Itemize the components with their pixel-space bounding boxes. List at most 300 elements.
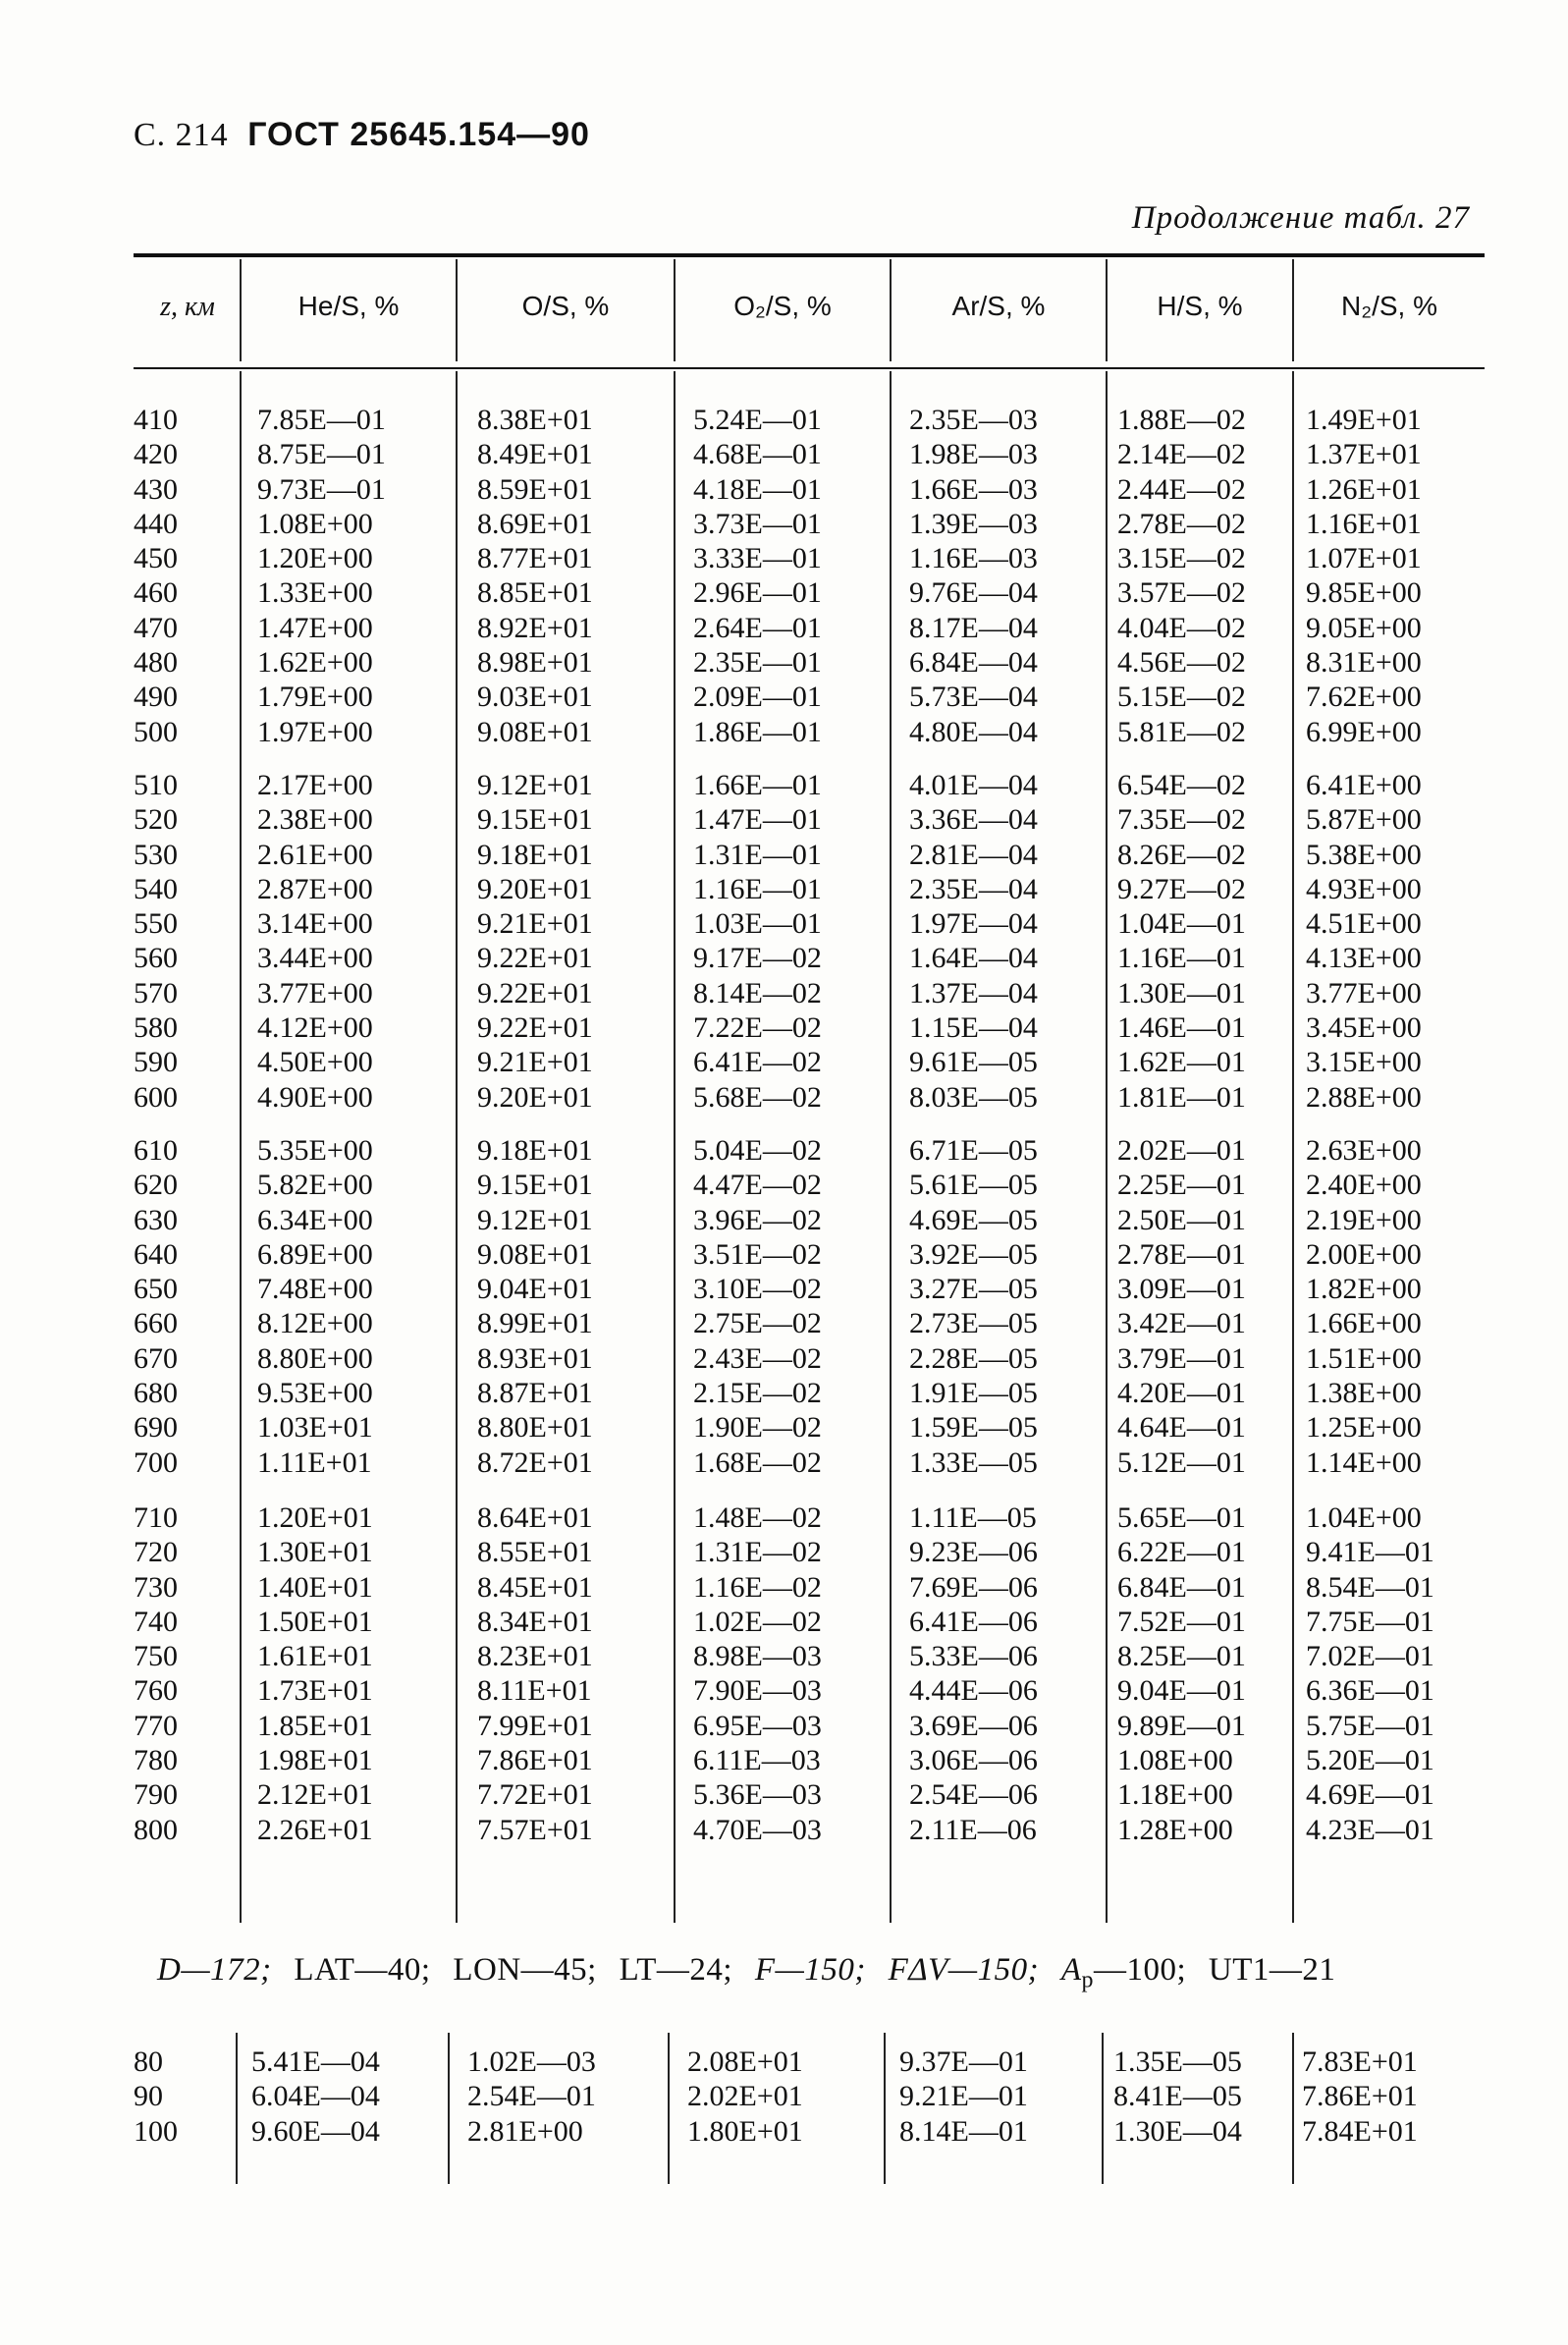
altitude-cell: 630	[134, 1203, 178, 1236]
value-cell: 3.14E+00	[257, 907, 373, 941]
altitude-cell: 490	[134, 681, 178, 714]
column-o2	[693, 1500, 822, 1847]
altitude-cell: 550	[134, 907, 178, 941]
value-cell: 5.24E—01	[693, 404, 822, 436]
param-f: F—150;	[754, 1952, 866, 1988]
value-cell: 1.61E+01	[257, 1640, 373, 1673]
param-ut: UT1—21	[1208, 1952, 1336, 1988]
value-cell: 7.75E—01	[1306, 1605, 1434, 1638]
value-cell: 1.97E—04	[909, 907, 1038, 941]
page-header	[134, 116, 590, 154]
value-cell: 9.89E—01	[1117, 1709, 1246, 1742]
value-cell: 1.18E+00	[1117, 1778, 1233, 1812]
value-cell: 9.21E—01	[899, 2080, 1028, 2113]
value-cell: 9.08E+01	[477, 715, 593, 748]
header-divider	[240, 259, 242, 361]
altitude-cell: 680	[134, 1377, 178, 1410]
value-cell: 2.78E—02	[1117, 507, 1246, 540]
value-cell: 1.33E—05	[909, 1445, 1038, 1479]
column-ar	[909, 768, 1038, 1115]
altitude-cell: 430	[134, 472, 178, 506]
value-cell: 1.46E—01	[1117, 1011, 1246, 1045]
altitude-cell: 770	[134, 1709, 178, 1742]
value-cell: 7.69E—06	[909, 1570, 1038, 1604]
value-cell: 1.82E+00	[1306, 1273, 1422, 1306]
value-cell: 2.81E—04	[909, 838, 1038, 871]
column-o	[477, 1500, 593, 1847]
value-cell: 6.95E—03	[693, 1709, 822, 1742]
value-cell: 1.16E—02	[693, 1570, 822, 1604]
value-cell: 2.87E+00	[257, 872, 373, 905]
value-cell: 1.25E+00	[1306, 1411, 1422, 1445]
value-cell: 8.98E—03	[693, 1640, 822, 1673]
value-cell: 2.14E—02	[1117, 438, 1246, 471]
value-cell: 1.28E+00	[1117, 1813, 1233, 1846]
value-cell: 2.61E+00	[257, 838, 373, 871]
value-cell: 1.16E—01	[693, 872, 822, 905]
value-cell: 5.04E—02	[693, 1134, 822, 1167]
value-cell: 8.14E—02	[693, 976, 822, 1009]
value-cell: 1.03E—01	[693, 907, 822, 941]
altitude-cell: 440	[134, 507, 178, 540]
value-cell: 3.33E—01	[693, 542, 822, 575]
column-o2	[693, 403, 822, 749]
param-lat: LAT—40;	[294, 1952, 431, 1988]
value-cell: 9.61E—05	[909, 1046, 1038, 1079]
value-cell: 6.41E+00	[1306, 769, 1422, 801]
value-cell: 5.12E—01	[1117, 1445, 1246, 1479]
altitude-cell: 670	[134, 1341, 178, 1375]
value-cell: 4.13E+00	[1306, 942, 1422, 975]
value-cell: 1.31E—02	[693, 1536, 822, 1569]
value-cell: 2.09E—01	[693, 681, 822, 714]
column-n2	[1306, 768, 1422, 1115]
value-cell: 9.03E+01	[477, 681, 593, 714]
value-cell: 8.54E—01	[1306, 1570, 1434, 1604]
value-cell: 6.22E—01	[1117, 1536, 1246, 1569]
altitude-cell: 790	[134, 1778, 178, 1812]
value-cell: 9.12E+01	[477, 769, 593, 801]
value-cell: 5.75E—01	[1306, 1709, 1434, 1742]
value-cell: 7.52E—01	[1117, 1605, 1246, 1638]
column-h	[1117, 1133, 1246, 1480]
value-cell: 9.76E—04	[909, 576, 1038, 610]
value-cell: 1.26E+01	[1306, 472, 1422, 506]
value-cell: 9.04E+01	[477, 1273, 593, 1306]
value-cell: 8.23E+01	[477, 1640, 593, 1673]
value-cell: 1.68E—02	[693, 1445, 822, 1479]
column-n2	[1306, 1133, 1422, 1480]
column-o	[467, 2045, 596, 2149]
value-cell: 3.77E+00	[1306, 976, 1422, 1009]
value-cell: 1.47E+00	[257, 611, 373, 644]
value-cell: 8.59E+01	[477, 472, 593, 506]
value-cell: 1.04E—01	[1117, 907, 1246, 941]
value-cell: 9.04E—01	[1117, 1674, 1246, 1708]
column-z	[134, 403, 178, 749]
value-cell: 8.38E+01	[477, 404, 593, 436]
value-cell: 9.22E+01	[477, 976, 593, 1009]
page-number: С. 214	[134, 117, 229, 153]
value-cell: 3.10E—02	[693, 1273, 822, 1306]
value-cell: 6.89E+00	[257, 1237, 373, 1271]
column-divider	[448, 2033, 450, 2184]
altitude-cell: 560	[134, 942, 178, 975]
value-cell: 5.87E+00	[1306, 803, 1422, 837]
header-divider	[674, 259, 676, 361]
value-cell: 2.40E+00	[1306, 1169, 1422, 1202]
altitude-cell: 690	[134, 1411, 178, 1445]
value-cell: 2.08E+01	[687, 2045, 803, 2078]
value-cell: 8.77E+01	[477, 542, 593, 575]
value-cell: 1.59E—05	[909, 1411, 1038, 1445]
column-header-he: He/S, %	[297, 291, 400, 321]
column-divider	[1292, 2033, 1294, 2184]
column-divider	[456, 371, 458, 1923]
altitude-cell: 80	[134, 2045, 163, 2078]
altitude-cell: 780	[134, 1744, 178, 1777]
value-cell: 9.15E+01	[477, 803, 593, 837]
column-header-o2: O₂/S, %	[733, 291, 832, 321]
value-cell: 8.72E+01	[477, 1445, 593, 1479]
value-cell: 9.21E+01	[477, 1046, 593, 1079]
value-cell: 4.70E—03	[693, 1813, 822, 1846]
value-cell: 1.47E—01	[693, 803, 822, 837]
value-cell: 1.81E—01	[1117, 1080, 1246, 1114]
value-cell: 6.34E+00	[257, 1203, 373, 1236]
altitude-cell: 760	[134, 1674, 178, 1708]
column-divider	[1106, 371, 1108, 1923]
column-ar	[899, 2045, 1028, 2149]
param-lon: LON—45;	[453, 1952, 597, 1988]
value-cell: 2.35E—01	[693, 646, 822, 680]
value-cell: 2.35E—03	[909, 404, 1038, 436]
value-cell: 5.36E—03	[693, 1778, 822, 1812]
value-cell: 1.37E—04	[909, 976, 1038, 1009]
value-cell: 1.98E—03	[909, 438, 1038, 471]
value-cell: 9.41E—01	[1306, 1536, 1434, 1569]
value-cell: 1.85E+01	[257, 1709, 373, 1742]
value-cell: 1.30E+01	[257, 1536, 373, 1569]
value-cell: 9.60E—04	[251, 2114, 380, 2148]
column-he	[257, 403, 386, 749]
value-cell: 2.19E+00	[1306, 1203, 1422, 1236]
value-cell: 6.36E—01	[1306, 1674, 1434, 1708]
altitude-cell: 510	[134, 769, 178, 801]
parameters-line	[157, 1952, 1335, 1994]
value-cell: 8.80E+00	[257, 1341, 373, 1375]
value-cell: 1.91E—05	[909, 1377, 1038, 1410]
value-cell: 1.98E+01	[257, 1744, 373, 1777]
value-cell: 7.72E+01	[477, 1778, 593, 1812]
value-cell: 9.22E+01	[477, 1011, 593, 1045]
value-cell: 8.85E+01	[477, 576, 593, 610]
altitude-cell: 700	[134, 1445, 178, 1479]
value-cell: 6.84E—01	[1117, 1570, 1246, 1604]
altitude-cell: 610	[134, 1134, 178, 1167]
column-n2	[1306, 403, 1422, 749]
value-cell: 4.93E+00	[1306, 872, 1422, 905]
value-cell: 9.85E+00	[1306, 576, 1422, 610]
value-cell: 2.73E—05	[909, 1307, 1038, 1340]
value-cell: 2.38E+00	[257, 803, 373, 837]
value-cell: 3.15E+00	[1306, 1046, 1422, 1079]
value-cell: 1.49E+01	[1306, 404, 1422, 436]
value-cell: 2.25E—01	[1117, 1169, 1246, 1202]
value-cell: 6.04E—04	[251, 2080, 380, 2113]
altitude-cell: 460	[134, 576, 178, 610]
column-divider	[1292, 371, 1294, 1923]
value-cell: 3.77E+00	[257, 976, 373, 1009]
value-cell: 9.08E+01	[477, 1237, 593, 1271]
value-cell: 2.26E+01	[257, 1813, 373, 1846]
altitude-cell: 650	[134, 1273, 178, 1306]
value-cell: 2.50E—01	[1117, 1203, 1246, 1236]
column-o2	[693, 1133, 822, 1480]
param-ap: $A_p—100$;	[1060, 1952, 1187, 1993]
altitude-cell: 410	[134, 404, 178, 436]
value-cell: 5.65E—01	[1117, 1501, 1246, 1534]
value-cell: 5.33E—06	[909, 1640, 1038, 1673]
param-lt: LT—24;	[619, 1952, 733, 1988]
value-cell: 9.73E—01	[257, 472, 386, 506]
altitude-cell: 660	[134, 1307, 178, 1340]
value-cell: 1.16E+01	[1306, 507, 1422, 540]
value-cell: 1.31E—01	[693, 838, 822, 871]
value-cell: 2.02E—01	[1117, 1134, 1246, 1167]
altitude-cell: 100	[134, 2114, 178, 2148]
altitude-cell: 750	[134, 1640, 178, 1673]
value-cell: 5.68E—02	[693, 1080, 822, 1114]
value-cell: 5.38E+00	[1306, 838, 1422, 871]
value-cell: 4.12E+00	[257, 1011, 373, 1045]
value-cell: 3.09E—01	[1117, 1273, 1246, 1306]
column-o2	[693, 768, 822, 1115]
value-cell: 1.39E—03	[909, 507, 1038, 540]
value-cell: 1.80E+01	[687, 2114, 803, 2148]
value-cell: 7.99E+01	[477, 1709, 593, 1742]
column-n2	[1302, 2045, 1418, 2149]
altitude-cell: 620	[134, 1169, 178, 1202]
value-cell: 1.51E+00	[1306, 1341, 1422, 1375]
value-cell: 8.26E—02	[1117, 838, 1246, 871]
value-cell: 1.02E—03	[467, 2045, 596, 2078]
column-divider	[240, 371, 242, 1923]
column-o	[477, 403, 593, 749]
value-cell: 9.18E+01	[477, 838, 593, 871]
column-h	[1117, 403, 1246, 749]
value-cell: 1.11E—05	[909, 1501, 1037, 1534]
value-cell: 4.23E—01	[1306, 1813, 1434, 1846]
value-cell: 9.20E+01	[477, 872, 593, 905]
value-cell: 1.62E+00	[257, 646, 373, 680]
value-cell: 2.63E+00	[1306, 1134, 1422, 1167]
value-cell: 8.34E+01	[477, 1605, 593, 1638]
column-he	[257, 1133, 373, 1480]
value-cell: 2.44E—02	[1117, 472, 1246, 506]
value-cell: 1.20E+00	[257, 542, 373, 575]
value-cell: 7.83E+01	[1302, 2045, 1418, 2078]
value-cell: 2.28E—05	[909, 1341, 1038, 1375]
value-cell: 8.64E+01	[477, 1501, 593, 1534]
altitude-cell: 730	[134, 1570, 178, 1604]
column-header-ar: Ar/S, %	[951, 291, 1046, 321]
value-cell: 8.31E+00	[1306, 646, 1422, 680]
value-cell: 1.97E+00	[257, 715, 373, 748]
value-cell: 1.62E—01	[1117, 1046, 1246, 1079]
value-cell: 1.64E—04	[909, 942, 1038, 975]
value-cell: 8.12E+00	[257, 1307, 373, 1340]
table-header-rule	[134, 367, 1485, 369]
value-cell: 1.11E+01	[257, 1445, 372, 1479]
column-z	[134, 1133, 178, 1480]
value-cell: 9.12E+01	[477, 1203, 593, 1236]
altitude-cell: 420	[134, 438, 178, 471]
standard-code: ГОСТ 25645.154—90	[247, 116, 590, 153]
column-he	[257, 768, 373, 1115]
value-cell: 1.48E—02	[693, 1501, 822, 1534]
column-z	[134, 2045, 178, 2149]
altitude-cell: 530	[134, 838, 178, 871]
value-cell: 9.20E+01	[477, 1080, 593, 1114]
value-cell: 3.45E+00	[1306, 1011, 1422, 1045]
value-cell: 8.11E+01	[477, 1674, 592, 1708]
value-cell: 1.07E+01	[1306, 542, 1422, 575]
value-cell: 8.75E—01	[257, 438, 386, 471]
value-cell: 8.49E+01	[477, 438, 593, 471]
column-o2	[687, 2045, 803, 2149]
value-cell: 4.90E+00	[257, 1080, 373, 1114]
value-cell: 1.15E—04	[909, 1011, 1038, 1045]
value-cell: 2.11E—06	[909, 1813, 1037, 1846]
value-cell: 3.06E—06	[909, 1744, 1038, 1777]
value-cell: 9.18E+01	[477, 1134, 593, 1167]
value-cell: 2.64E—01	[693, 611, 822, 644]
value-cell: 9.53E+00	[257, 1377, 373, 1410]
value-cell: 1.86E—01	[693, 715, 822, 748]
value-cell: 4.51E+00	[1306, 907, 1422, 941]
value-cell: 5.41E—04	[251, 2045, 380, 2078]
value-cell: 2.78E—01	[1117, 1237, 1246, 1271]
value-cell: 8.87E+01	[477, 1377, 593, 1410]
value-cell: 5.73E—04	[909, 681, 1038, 714]
value-cell: 7.57E+01	[477, 1813, 593, 1846]
value-cell: 3.69E—06	[909, 1709, 1038, 1742]
value-cell: 2.12E+01	[257, 1778, 373, 1812]
table-continuation-label: Продолжение табл. 27	[1131, 200, 1470, 236]
value-cell: 5.81E—02	[1117, 715, 1246, 748]
value-cell: 2.75E—02	[693, 1307, 822, 1340]
value-cell: 3.73E—01	[693, 507, 822, 540]
value-cell: 5.82E+00	[257, 1169, 373, 1202]
value-cell: 3.57E—02	[1117, 576, 1246, 610]
value-cell: 4.18E—01	[693, 472, 822, 506]
altitude-cell: 90	[134, 2080, 163, 2113]
value-cell: 9.23E—06	[909, 1536, 1038, 1569]
value-cell: 7.86E+01	[1302, 2080, 1418, 2113]
altitude-cell: 590	[134, 1046, 178, 1079]
value-cell: 5.61E—05	[909, 1169, 1038, 1202]
value-cell: 4.47E—02	[693, 1169, 822, 1202]
value-cell: 9.22E+01	[477, 942, 593, 975]
value-cell: 3.79E—01	[1117, 1341, 1246, 1375]
value-cell: 3.27E—05	[909, 1273, 1038, 1306]
value-cell: 8.03E—05	[909, 1080, 1038, 1114]
header-divider	[456, 259, 458, 361]
column-h	[1117, 1500, 1246, 1847]
value-cell: 1.02E—02	[693, 1605, 822, 1638]
value-cell: 3.96E—02	[693, 1203, 822, 1236]
value-cell: 2.96E—01	[693, 576, 822, 610]
value-cell: 1.08E+00	[1117, 1744, 1233, 1777]
value-cell: 2.81E+00	[467, 2114, 583, 2148]
value-cell: 4.69E—05	[909, 1203, 1038, 1236]
value-cell: 7.86E+01	[477, 1744, 593, 1777]
value-cell: 3.15E—02	[1117, 542, 1246, 575]
column-h	[1113, 2045, 1242, 2149]
value-cell: 8.98E+01	[477, 646, 593, 680]
value-cell: 1.33E+00	[257, 576, 373, 610]
header-divider	[1292, 259, 1294, 361]
value-cell: 4.50E+00	[257, 1046, 373, 1079]
column-header-z: z, км	[160, 292, 215, 322]
column-divider	[890, 371, 892, 1923]
column-ar	[909, 403, 1038, 749]
altitude-cell: 710	[134, 1501, 178, 1534]
value-cell: 4.01E—04	[909, 769, 1038, 801]
value-cell: 1.30E—04	[1113, 2114, 1242, 2148]
value-cell: 2.35E—04	[909, 872, 1038, 905]
column-z	[134, 1500, 178, 1847]
column-ar	[909, 1133, 1038, 1480]
value-cell: 8.80E+01	[477, 1411, 593, 1445]
value-cell: 6.99E+00	[1306, 715, 1422, 748]
value-cell: 1.37E+01	[1306, 438, 1422, 471]
value-cell: 8.41E—05	[1113, 2080, 1242, 2113]
value-cell: 7.02E—01	[1306, 1640, 1434, 1673]
value-cell: 7.90E—03	[693, 1674, 822, 1708]
value-cell: 3.44E+00	[257, 942, 373, 975]
altitude-cell: 520	[134, 803, 178, 837]
altitude-cell: 740	[134, 1605, 178, 1638]
value-cell: 7.22E—02	[693, 1011, 822, 1045]
value-cell: 8.45E+01	[477, 1570, 593, 1604]
value-cell: 7.85E—01	[257, 404, 386, 436]
value-cell: 1.35E—05	[1113, 2045, 1242, 2078]
column-divider	[1102, 2033, 1104, 2184]
value-cell: 4.56E—02	[1117, 646, 1246, 680]
value-cell: 2.54E—01	[467, 2080, 596, 2113]
value-cell: 2.43E—02	[693, 1341, 822, 1375]
value-cell: 3.92E—05	[909, 1237, 1038, 1271]
value-cell: 7.84E+01	[1302, 2114, 1418, 2148]
value-cell: 4.68E—01	[693, 438, 822, 471]
value-cell: 4.44E—06	[909, 1674, 1038, 1708]
value-cell: 3.36E—04	[909, 803, 1038, 837]
value-cell: 7.62E+00	[1306, 681, 1422, 714]
value-cell: 7.48E+00	[257, 1273, 373, 1306]
value-cell: 9.05E+00	[1306, 611, 1422, 644]
value-cell: 9.27E—02	[1117, 872, 1246, 905]
altitude-cell: 720	[134, 1536, 178, 1569]
value-cell: 4.20E—01	[1117, 1377, 1246, 1410]
value-cell: 8.25E—01	[1117, 1640, 1246, 1673]
altitude-cell: 600	[134, 1080, 178, 1114]
column-divider	[668, 2033, 670, 2184]
value-cell: 1.90E—02	[693, 1411, 822, 1445]
altitude-cell: 500	[134, 715, 178, 748]
value-cell: 3.51E—02	[693, 1237, 822, 1271]
